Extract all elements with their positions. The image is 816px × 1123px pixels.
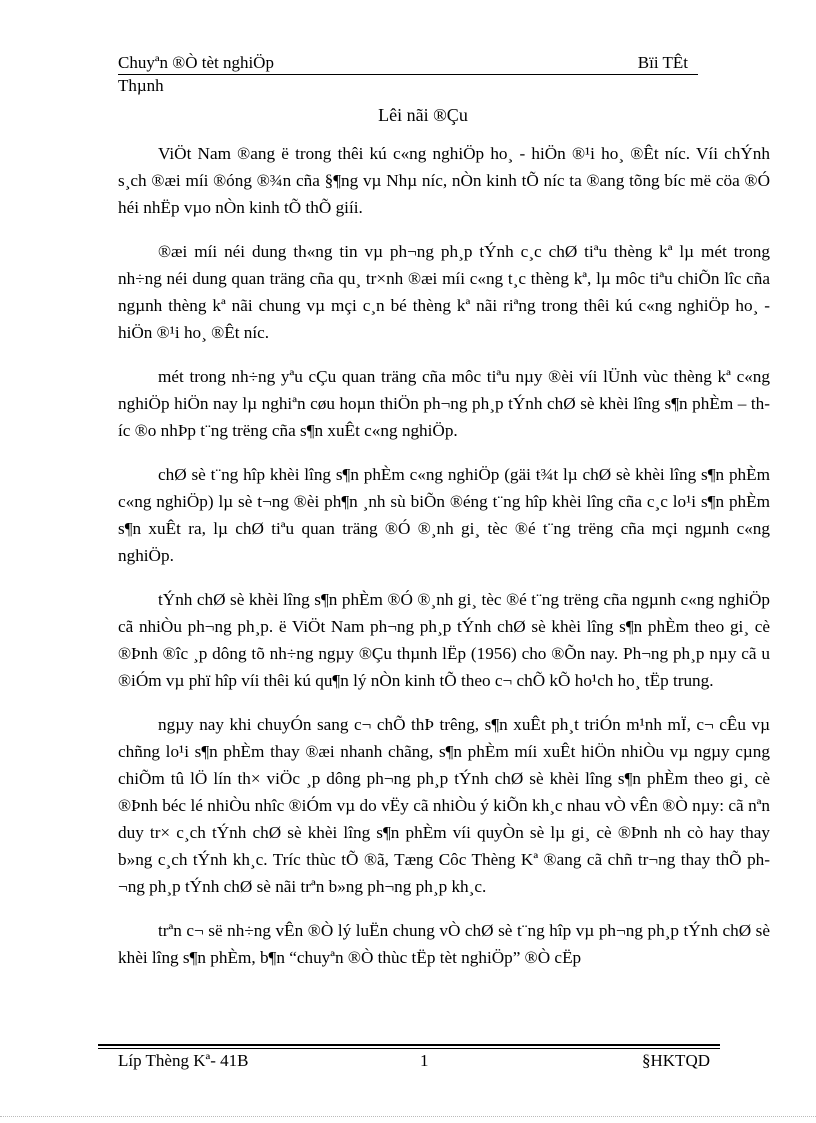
footer-university: §HKTQD <box>642 1051 710 1070</box>
header-author: Bïi TÊt <box>637 53 688 72</box>
paragraph: ViÖt Nam ®ang ë trong thêi kú c«ng nghiÖp ho¸ - hiÖn ®¹i ho¸ ®Êt níc. Víi chÝnh s¸ch ®æi míi ®óng ®¾n cña §¶ng vµ Nhµ níc, nÒn kinh tÕ níc ta ®ang tõng bíc më cöa ®Ó héi nhËp vµo nÒn kinh tÕ thÕ giíi. <box>118 144 770 217</box>
document-body <box>118 140 770 988</box>
footer-class: Líp Thèng Kª- 41B <box>118 1051 249 1070</box>
paragraph: ngµy nay khi chuyÓn sang c¬ chÕ thÞ trêng, s¶n xuÊt ph¸t triÓn m¹nh mÏ, c¬ cÊu vµ chñng lo¹i s¶n phÈm thay ®æi nhanh chãng, s¶n phÈm míi xuÊt hiÖn nhiÒu vµ ngµy cµng chiÕm tû lÖ lín th× viÖc ¸p dông ph¬ng ph¸p tÝnh chØ sè khèi lîng s¶n phÈm theo gi¸ cè ®Þnh béc lé nhiÒu nhîc ®iÓm vµ do vËy cã nhiÒu ý kiÕn kh¸c nhau vÒ vÊn ®Ò nµy: cã nªn duy tr× c¸ch tÝnh chØ sè khèi lîng s¶n phÈm víi quyÒn sè lµ gi¸ cè ®Þnh nh cò hay thay b»ng c¸ch tÝnh kh¸c. Tríc thùc tÕ ®ã, Tæng Côc Thèng Kª ®ang cã chñ tr¬ng thay thÕ ph¬ng ph¸p tÝnh chØ sè nãi trªn b»ng ph¬ng ph¸p kh¸c. <box>118 715 770 896</box>
footer-rule-thick <box>98 1044 720 1046</box>
footer-rule-thin <box>98 1048 720 1049</box>
page-number: 1 <box>420 1051 429 1070</box>
paragraph: mét trong nh÷ng yªu cÇu quan träng cña môc tiªu nµy ®èi víi lÜnh vùc thèng kª c«ng nghiÖp hiÖn nay lµ nghiªn cøu hoµn thiÖn ph¬ng ph¸p tÝnh chØ sè khèi lîng s¶n phÈm – thíc ®o nhÞp t¨ng trëng cña s¶n xuÊt c«ng nghiÖp. <box>118 367 770 440</box>
section-title: Lêi nãi ®Çu <box>378 105 468 125</box>
header-rule <box>118 74 698 75</box>
paragraph: trªn c¬ së nh÷ng vÊn ®Ò lý luËn chung vÒ chØ sè t¨ng hîp vµ ph¬ng ph¸p tÝnh chØ sè khèi lîng s¶n phÈm, b¶n “chuyªn ®Ò thùc tËp tèt nghiÖp” ®Ò cËp <box>118 921 770 967</box>
paragraph: tÝnh chØ sè khèi lîng s¶n phÈm ®Ó ®¸nh gi¸ tèc ®é t¨ng trëng cña ngµnh c«ng nghiÖp cã nhiÒu ph¬ng ph¸p. ë ViÖt Nam ph¬ng ph¸p tÝnh chØ sè khèi lîng s¶n phÈm theo gi¸ cè ®Þnh ®îc ¸p dông tõ nh÷ng ngµy ®Çu thµnh lËp (1956) cho ®Õn nay. Ph¬ng ph¸p nµy cã u ®iÓm vµ phï hîp víi thêi kú qu¶n lý nÒn kinh tÕ theo c¬ chÕ kÕ ho¹ch ho¸ tËp trung. <box>118 590 770 690</box>
header-author-continuation: Thµnh <box>118 76 164 95</box>
header-document-type: Chuyªn ®Ò tèt nghiÖp <box>118 53 274 72</box>
paragraph: ®æi míi néi dung th«ng tin vµ ph¬ng ph¸p tÝnh c¸c chØ tiªu thèng kª lµ mét trong nh÷ng néi dung quan träng cña qu¸ tr×nh ®æi míi c«ng t¸c thèng kª, lµ môc tiªu chiÕn lîc cña ngµnh thèng kª nãi chung vµ mçi c¸n bé thèng kª nãi riªng trong thêi kú c«ng nghiÖp ho¸ - hiÖn ®¹i ho¸ ®Êt níc. <box>118 242 770 342</box>
paragraph: chØ sè t¨ng hîp khèi lîng s¶n phÈm c«ng nghiÖp (gäi t¾t lµ chØ sè khèi lîng s¶n phÈm c«ng nghiÖp) lµ sè t¬ng ®èi ph¶n ¸nh sù biÕn ®éng t¨ng hîp khèi lîng cña c¸c lo¹i s¶n phÈm s¶n xuÊt ra, lµ chØ tiªu quan träng ®Ó ®¸nh gi¸ tèc ®é t¨ng trëng cña mçi ngµnh c«ng nghiÖp. <box>118 465 770 565</box>
page-edge <box>0 1116 816 1117</box>
